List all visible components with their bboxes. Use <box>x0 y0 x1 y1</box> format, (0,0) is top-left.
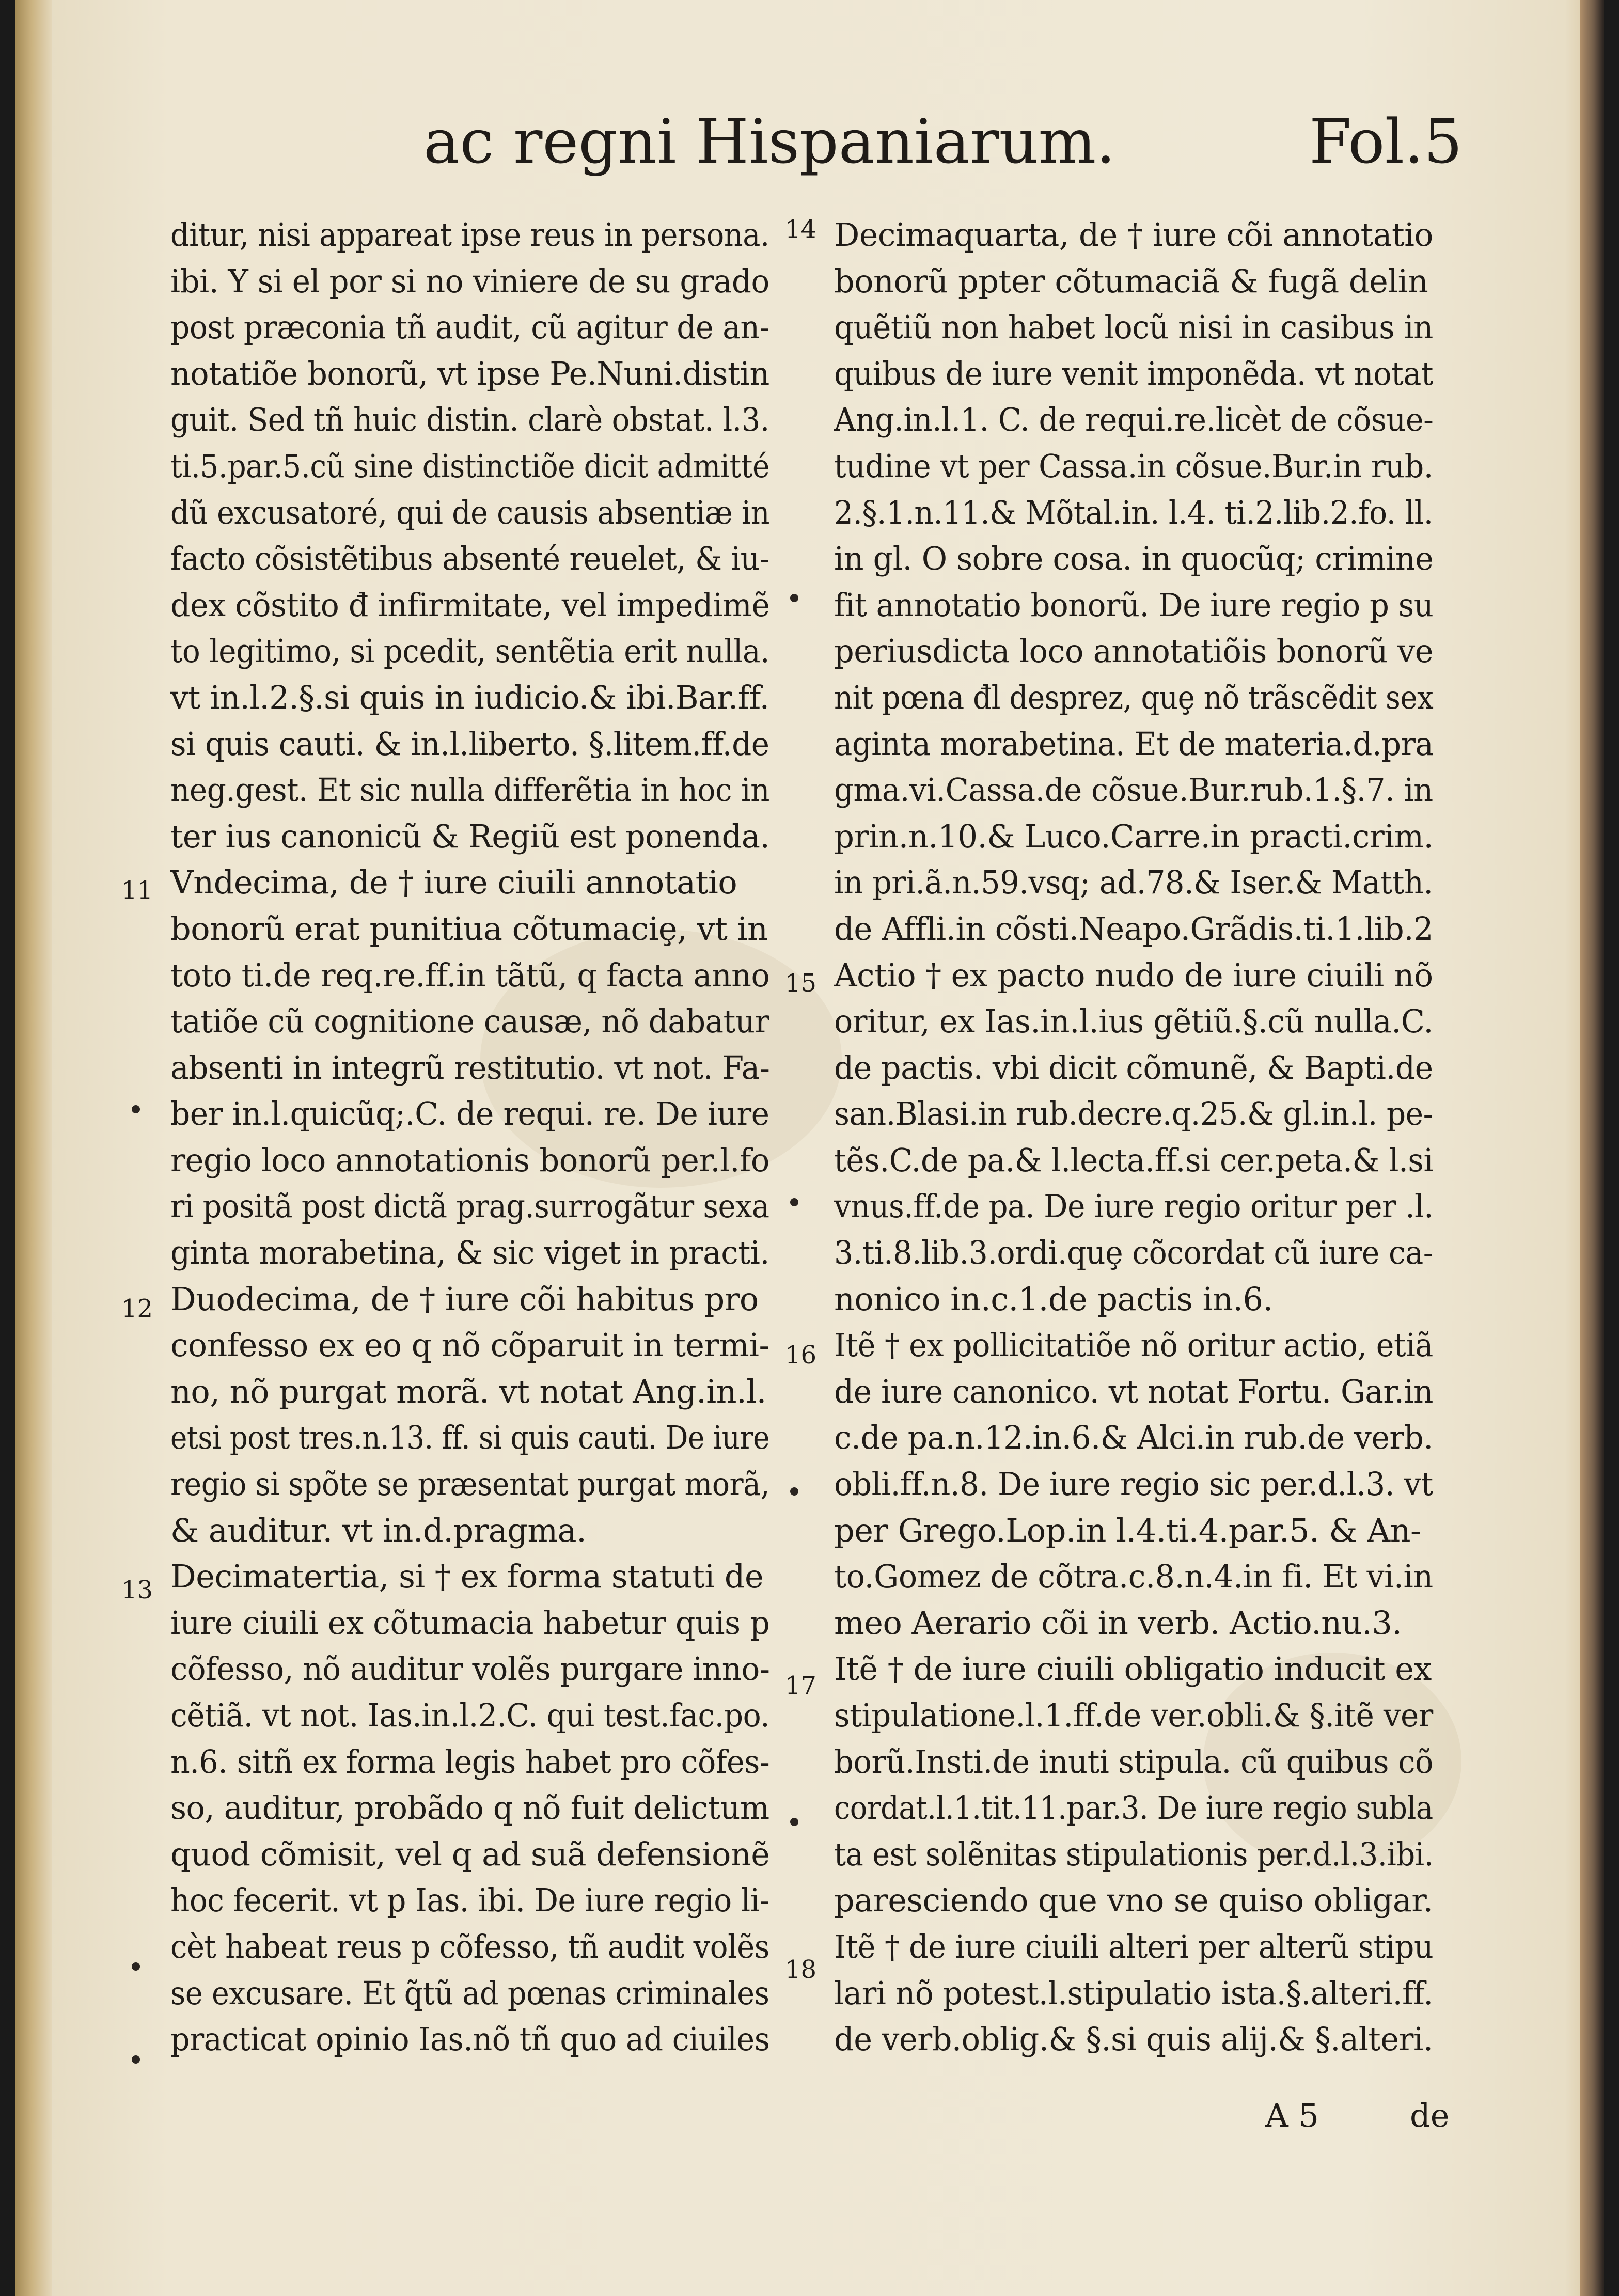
text-line: nit pœna đl desprez, quȩ nõ trãscẽdit sex <box>834 678 1434 716</box>
text-line: Ang.in.l.1. C. de requi.re.licèt de cõsue- <box>834 401 1434 439</box>
text-line: de iure canonico. vt notat Fortu. Gar.in <box>834 1372 1434 1410</box>
text-line: aginta morabetina. Et de materia.d.pra <box>834 725 1434 763</box>
text-line: bonorũ ppter cõtumaciã & fugã delin <box>834 262 1428 300</box>
text-line: guit. Sed tñ huic distin. clarè obstat. l.3. <box>170 401 769 439</box>
text-line: hoc fecerit. vt p Ias. ibi. De iure regio li- <box>170 1881 769 1920</box>
text-line: notatiõe bonorũ, vt ipse Pe.Nuni.distin <box>170 354 769 392</box>
text-line: ter ius canonicũ & Regiũ est ponenda. <box>170 817 770 855</box>
text-line: stipulatione.l.1.ff.de ver.obli.& §.itẽ ver <box>834 1696 1433 1734</box>
margin-number-11: 11 <box>121 876 153 905</box>
text-line: facto cõsistẽtibus absenté reuelet, & iu- <box>170 540 769 578</box>
text-line: gma.vi.Cassa.de cõsue.Bur.rub.1.§.7. in <box>834 771 1433 809</box>
text-line: Decimatertia, si † ex forma statuti de <box>170 1558 764 1596</box>
text-line: ta est solẽnitas stipulationis per.d.l.3.ibi. <box>834 1835 1434 1873</box>
book-page <box>15 0 1596 2296</box>
text-line: si quis cauti. & in.l.liberto. §.litem.ff.de <box>170 725 769 763</box>
text-line: cõfesso, nõ auditur volẽs purgare inno- <box>170 1650 770 1688</box>
text-line: quẽtiũ non habet locũ nisi in casibus in <box>834 308 1433 347</box>
margin-mark <box>132 1962 140 1971</box>
margin-mark <box>132 2055 140 2064</box>
text-line: no, nõ purgat morã. vt notat Ang.in.l. <box>170 1372 766 1410</box>
left-text-column <box>170 212 769 2063</box>
text-line: to legitimo, si pcedit, sentẽtia erit nulla. <box>170 632 770 670</box>
text-line: de Affli.in cõsti.Neapo.Grãdis.ti.1.lib.2 <box>834 909 1434 948</box>
text-line: se excusare. Et q̃tũ ad pœnas criminales <box>170 1974 769 2012</box>
text-line: c.de pa.n.12.in.6.& Alci.in rub.de verb. <box>834 1419 1433 1457</box>
page-gutter <box>15 0 52 2296</box>
text-line: Decimaquarta, de † iure cõi annotatio <box>834 216 1434 254</box>
margin-mark <box>790 1487 798 1496</box>
text-line: in pri.ã.n.59.vsq; ad.78.& Iser.& Matth. <box>834 863 1433 902</box>
text-line: 2.§.1.n.11.& Mõtal.in. l.4. ti.2.lib.2.fo. ll. <box>834 493 1433 531</box>
text-line: in gl. O sobre cosa. in quocũq; crimine <box>834 540 1434 578</box>
text-line: meo Aerario cõi in verb. Actio.nu.3. <box>834 1603 1402 1642</box>
text-line: de verb.oblig.& §.si quis alij.& §.alteri. <box>834 2020 1433 2058</box>
text-line: lari nõ potest.l.stipulatio ista.§.alteri.ff. <box>834 1974 1433 2012</box>
text-line: absenti in integrũ restitutio. vt not. Fa- <box>170 1048 770 1087</box>
text-line: Duodecima, de † iure cõi habitus pro <box>170 1280 759 1318</box>
margin-number-16: 16 <box>785 1341 817 1370</box>
margin-number-17: 17 <box>785 1671 817 1700</box>
text-line: nonico in.c.1.de pactis in.6. <box>834 1280 1273 1318</box>
text-line: vnus.ff.de pa. De iure regio oritur per .l. <box>834 1187 1434 1225</box>
text-line: Vndecima, de † iure ciuili annotatio <box>170 863 737 902</box>
text-line: san.Blasi.in rub.decre.q.25.& gl.in.l. pe- <box>834 1095 1433 1133</box>
text-line: bonorũ erat punitiua cõtumaciȩ, vt in <box>170 909 768 948</box>
text-line: neg.gest. Et sic nulla differẽtia in hoc in <box>170 771 769 809</box>
text-line: to.Gomez de cõtra.c.8.n.4.in fi. Et vi.in <box>834 1558 1433 1596</box>
text-line: ti.5.par.5.cũ sine distinctiõe dicit admitté <box>170 447 769 485</box>
text-line: Itẽ † de iure ciuili obligatio inducit ex <box>834 1650 1432 1688</box>
running-head: ac regni Hispaniarum. <box>423 106 1115 177</box>
text-line: tẽs.C.de pa.& l.lecta.ff.si cer.peta.& l.si <box>834 1141 1434 1179</box>
text-line: ri positã post dictã prag.surrogãtur sexa <box>170 1187 769 1225</box>
text-line: n.6. sitñ ex forma legis habet pro cõfes- <box>170 1742 770 1781</box>
text-line: cèt habeat reus p cõfesso, tñ audit volẽs <box>170 1927 769 1965</box>
text-line: regio loco annotationis bonorũ per.l.fo <box>170 1141 769 1179</box>
text-line: ginta morabetina, & sic viget in practi. <box>170 1234 769 1272</box>
text-line: toto ti.de req.re.ff.in tãtũ, q facta anno <box>170 956 770 994</box>
margin-mark <box>132 1105 140 1113</box>
text-line: ditur, nisi appareat ipse reus in persona. <box>170 216 769 254</box>
text-line: practicat opinio Ias.nõ tñ quo ad ciuiles <box>170 2020 770 2058</box>
text-line: Itẽ † ex pollicitatiõe nõ oritur actio, etiã <box>834 1326 1433 1364</box>
text-line: post præconia tñ audit, cũ agitur de an- <box>170 308 769 347</box>
signature-mark: A 5 <box>1265 2097 1319 2134</box>
text-line: prin.n.10.& Luco.Carre.in practi.crim. <box>834 817 1434 855</box>
margin-number-13: 13 <box>121 1576 153 1605</box>
text-line: tatiõe cũ cognitione causæ, nõ dabatur <box>170 1002 769 1041</box>
text-line: paresciendo que vno se quiso obligar. <box>834 1881 1433 1920</box>
text-line: ber in.l.quicũq;.C. de requi. re. De iure <box>170 1095 769 1133</box>
text-line: dex cõstito đ infirmitate, vel impedimẽ <box>170 586 770 624</box>
text-line: ibi. Y si el por si no viniere de su grado <box>170 262 769 300</box>
right-text-column <box>834 212 1433 2063</box>
text-line: 3.ti.8.lib.3.ordi.quȩ cõcordat cũ iure ca- <box>834 1234 1433 1272</box>
text-line: quibus de iure venit imponẽda. vt notat <box>834 354 1434 392</box>
catchword: de <box>1410 2097 1450 2134</box>
text-line: & auditur. vt in.d.pragma. <box>170 1511 587 1549</box>
text-line: so, auditur, probãdo q nõ fuit delictum <box>170 1789 769 1827</box>
text-line: fit annotatio bonorũ. De iure regio p su <box>834 586 1434 624</box>
text-line: per Grego.Lop.in l.4.ti.4.par.5. & An- <box>834 1511 1421 1549</box>
text-line: etsi post tres.n.13. ff. si quis cauti. De iure <box>170 1419 770 1457</box>
text-line: regio si spõte se præsentat purgat morã, <box>170 1465 770 1503</box>
margin-number-15: 15 <box>785 969 817 998</box>
text-line: vt in.l.2.§.si quis in iudicio.& ibi.Bar.ff. <box>170 678 769 716</box>
folio-number: Fol.5 <box>1309 106 1463 177</box>
text-line: periusdicta loco annotatiõis bonorũ ve <box>834 632 1434 670</box>
margin-number-18: 18 <box>785 1955 817 1984</box>
text-line: de pactis. vbi dicit cõmunẽ, & Bapti.de <box>834 1048 1433 1087</box>
margin-mark <box>790 1198 798 1206</box>
text-line: Actio † ex pacto nudo de iure ciuili nõ <box>834 956 1433 994</box>
margin-mark <box>790 594 798 602</box>
page-fore-edge <box>1580 0 1604 2296</box>
text-line: dũ excusatoré, qui de causis absentiæ in <box>170 493 770 531</box>
text-line: iure ciuili ex cõtumacia habetur quis p <box>170 1603 770 1642</box>
text-line: borũ.Insti.de inuti stipula. cũ quibus cõ <box>834 1742 1434 1781</box>
text-line: obli.ff.n.8. De iure regio sic per.d.l.3. vt <box>834 1465 1433 1503</box>
text-line: Itẽ † de iure ciuili alteri per alterũ stipu <box>834 1927 1434 1965</box>
text-line: oritur, ex Ias.in.l.ius gẽtiũ.§.cũ nulla.C. <box>834 1002 1433 1041</box>
margin-mark <box>790 1818 798 1826</box>
text-line: confesso ex eo q nõ cõparuit in termi- <box>170 1326 769 1364</box>
text-line: cẽtiã. vt not. Ias.in.l.2.C. qui test.fac.po. <box>170 1696 770 1734</box>
text-line: quod cõmisit, vel q ad suã defensionẽ <box>170 1835 770 1873</box>
margin-number-14: 14 <box>785 215 817 244</box>
margin-number-12: 12 <box>121 1294 153 1323</box>
text-line: tudine vt per Cassa.in cõsue.Bur.in rub. <box>834 447 1433 485</box>
text-line: cordat.l.1.tit.11.par.3. De iure regio subla <box>834 1789 1433 1827</box>
